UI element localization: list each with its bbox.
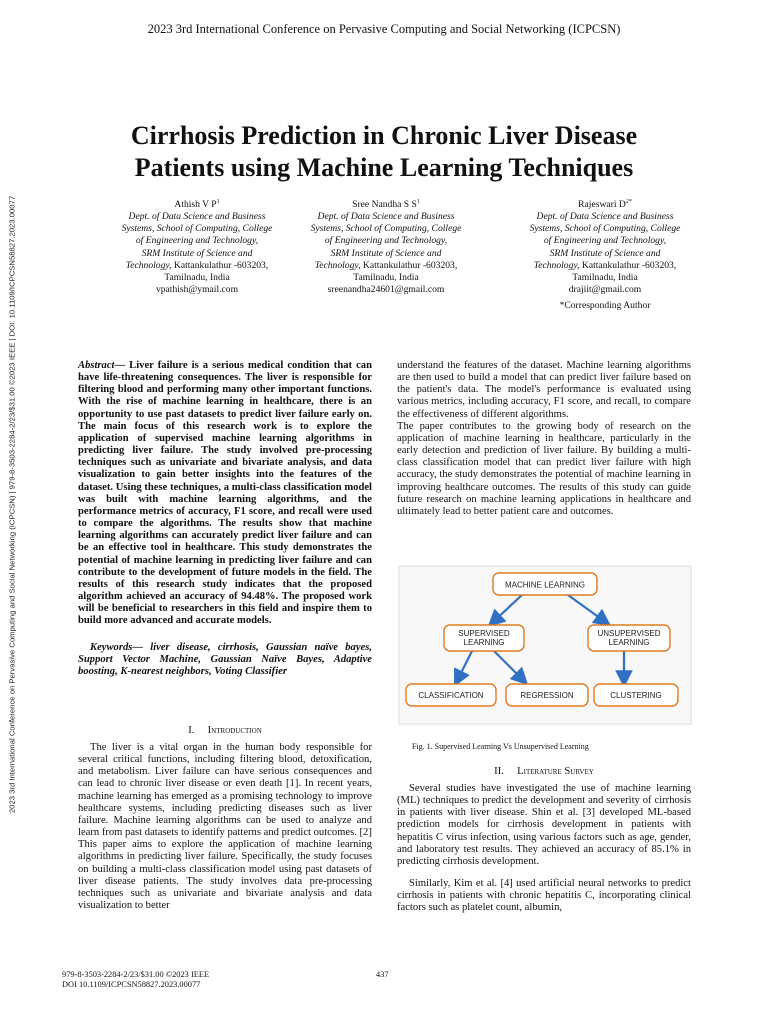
abstract: [78, 360, 372, 627]
keywords-text: — liver disease, cirrhosis, Gaussian naïve bayes, Support Vector Machine, Gaussian Naïve Bayes, Adaptive boosting, K-nearest neighbors, Voting Classifier: [78, 642, 372, 678]
author-email[interactable]: drajiit@gmail.com: [568, 283, 642, 295]
author-email[interactable]: vpathish@ymail.com: [155, 283, 239, 295]
corresponding-author-note: *Corresponding Author: [559, 299, 651, 311]
author-name: Sree Nandha S $S^1$: [352, 199, 420, 211]
figure-ml-taxonomy: [398, 565, 692, 725]
affiliation-line: SRM Institute of Science and: [330, 247, 442, 259]
affiliation-line: Dept. of Data Science and Business: [536, 211, 674, 223]
label-regression: REGRESSION: [520, 691, 574, 700]
author-name: Rajeswari $D^{2*}$: [578, 199, 632, 211]
keywords-label: Keywords: [90, 642, 133, 653]
author-location: Tamilnadu, India: [572, 271, 638, 283]
affiliation-line: Dept. of Data Science and Business: [128, 211, 266, 223]
label-machine-learning: MACHINE LEARNING: [504, 580, 586, 590]
affiliation-line: of Engineering and Technology,: [324, 235, 448, 247]
paragraph: Several studies have investigated the use of machine learning (ML) techniques to predict the development and severity of cirrhosis in patients with liver disease. Shin et al. [3] developed ML-based prediction models for cirrhosis development in patients with hepatitis C virus infection, using various factors such as age, gender, and laboratory test results. They achieved an accuracy of 85.1% in predicting cirrhosis development.: [397, 783, 691, 867]
author-location: Tamilnadu, India: [164, 271, 230, 283]
affiliation-line: Systems, School of Computing, College: [310, 223, 462, 235]
title-line-2: Patients using Machine Learning Techniques: [134, 153, 634, 182]
literature-survey-body: [397, 783, 691, 915]
sidebar-citation: 2023 3rd International Conference on Pervasive Computing and Social Networking (ICPCSN) | 979-8-3503-2284-2/23/$31.00 ©2023 IEEE | DOI: 10.1109/ICPCSN58827.2023.00077: [7, 195, 17, 814]
author-block-3: [500, 196, 710, 312]
page-number: 437: [376, 970, 389, 979]
affiliation-line: Dept. of Data Science and Business: [317, 211, 455, 223]
affiliation-line: Technology, Kattankulathur -603203,: [533, 259, 677, 271]
section-number: I.: [188, 725, 195, 736]
author-name: Athish V $P^1$: [174, 199, 220, 211]
label-unsupervised-2: LEARNING: [608, 638, 650, 647]
label-supervised-1: SUPERVISED: [458, 629, 510, 638]
conference-header: 2023 3rd International Conference on Pervasive Computing and Social Networking (ICPCSN): [147, 22, 621, 36]
paragraph: The liver is a vital organ in the human body responsible for several critical functions, including filtering blood, detoxification, and metabolism. Liver failure can have serious consequences and can lead to chronic liver disease or even death [1]. In recent years, machine learning has emerged as a promising technology to improve healthcare systems, including predicting diseases such as liver failure. Machine learning algorithms can be used to analyze and learn from past datasets to identify patterns and predict outcomes. [2]: [78, 742, 372, 839]
section-number: II.: [494, 766, 504, 777]
abstract-dash: —: [114, 360, 130, 371]
label-supervised-2: LEARNING: [463, 638, 505, 647]
right-column-body: [397, 360, 691, 518]
affiliation-line: Technology, Kattankulathur -603203,: [314, 259, 458, 271]
introduction-body: [78, 742, 372, 912]
label-classification: CLASSIFICATION: [418, 691, 484, 700]
section-title: Literature Survey: [517, 766, 594, 777]
section-heading-introduction: [78, 725, 372, 736]
affiliation-line: SRM Institute of Science and: [141, 247, 253, 259]
title-line-1: Cirrhosis Prediction in Chronic Liver Disease: [130, 121, 638, 150]
affiliation-line: of Engineering and Technology,: [543, 235, 667, 247]
section-title: Introduction: [207, 725, 262, 736]
affiliation-line: SRM Institute of Science and: [549, 247, 661, 259]
footer-doi: DOI 10.1109/ICPCSN58827.2023.00077: [62, 980, 201, 989]
author-block-1: [92, 196, 302, 296]
author-block-2: [281, 196, 491, 296]
paragraph: Similarly, Kim et al. [4] used artificial neural networks to predict cirrhosis in patients with chronic hepatitis C, incorporating clinical factors such as platelet count, albumin,: [397, 878, 691, 914]
label-unsupervised-1: UNSUPERVISED: [597, 629, 661, 638]
abstract-label: Abstract: [78, 360, 115, 371]
paragraph: understand the features of the dataset. Machine learning algorithms are then used to build a model that can predict liver failure based on the patient's data. The model's performance is evaluated using various metrics, including accuracy, F1 score, and recall, to compare the effectiveness of different algorithms.: [397, 360, 691, 420]
section-heading-literature-survey: [397, 766, 691, 777]
abstract-text: Liver failure is a serious medical condition that can have life-threatening consequences. The liver is responsible for filtering blood and performing many other important functions. With the rise of machine learning in healthcare, there is an opportunity to use past datasets to predict liver failure early on. The main focus of this research work is to explore the application of supervised machine learning algorithms in predicting liver failure. The study involved pre-processing techniques such as univariate and bivariate analysis, and data visualization to gain better insights into the features of the dataset. Using these techniques, a multi-class classification model was built with machine learning algorithms, and the performance metrics of accuracy, F1 score, and recall were used to compare the algorithms. The results show that machine learning algorithms can accurately predict liver failure and can be an effective tool in healthcare. This study demonstrates the potential of machine learning in predicting liver failure and can contribute to the development of future models in the field. The results of this research study indicates that the proposed algorithm achieved an accuracy of 94.48%. The proposed work will be beneficial to researchers in this field and inspire them to build more advanced and accurate models.: [78, 360, 372, 627]
label-clustering: CLUSTERING: [610, 691, 662, 700]
affiliation-line: Technology, Kattankulathur -603203,: [125, 259, 269, 271]
figure-caption: Fig. 1. Supervised Learning Vs Unsupervised Learning: [412, 742, 589, 751]
keywords: [78, 642, 372, 678]
footer-publication-info: [62, 970, 209, 990]
affiliation-line: Systems, School of Computing, College: [121, 223, 273, 235]
paragraph: The paper contributes to the growing body of research on the application of machine learning in healthcare, particularly in the early detection and prediction of liver failure. By building a multi-class classification model that can predict liver failure with high accuracy, the study demonstrates the potential of machine learning in improving healthcare outcomes. The results of this study can guide future research on machine learning applications in healthcare and ultimately lead to better patient care and outcomes.: [397, 420, 691, 517]
paper-title: [60, 120, 708, 184]
paragraph: This paper aims to explore the application of machine learning algorithms in predicting liver failure. Specifically, the study focuses on building a multi-class classification model using past datasets of liver disease patients. The study involves data pre-processing techniques such as univariate and bivariate analysis and data visualization to better: [78, 839, 372, 912]
author-location: Tamilnadu, India: [353, 271, 419, 283]
author-email[interactable]: sreenandha24601@gmail.com: [327, 283, 445, 295]
footer-isbn: 979-8-3503-2284-2/23/$31.00 ©2023 IEEE: [62, 970, 210, 979]
affiliation-line: Systems, School of Computing, College: [529, 223, 681, 235]
affiliation-line: of Engineering and Technology,: [135, 235, 259, 247]
ml-taxonomy-diagram: [398, 565, 692, 725]
